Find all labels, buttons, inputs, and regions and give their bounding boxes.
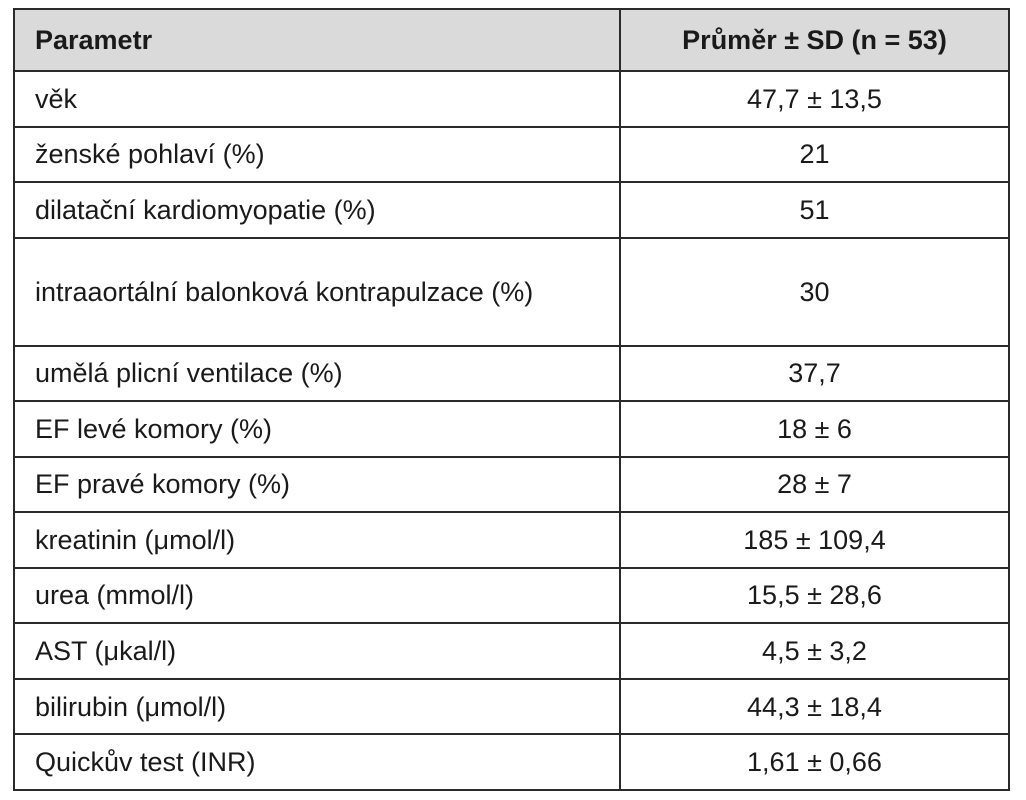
value-cell: 37,7 <box>620 346 1009 402</box>
table-row <box>14 127 1009 183</box>
value-cell: 30 <box>620 238 1009 346</box>
value-cell: 47,7 ± 13,5 <box>620 71 1009 127</box>
table-row <box>14 679 1009 735</box>
value-cell: 28 ± 7 <box>620 457 1009 513</box>
table-row <box>14 457 1009 513</box>
parameter-cell: umělá plicní ventilace (%) <box>14 346 620 402</box>
table-row <box>14 238 1009 346</box>
value-cell: 1,61 ± 0,66 <box>620 734 1009 790</box>
parameter-cell: AST (μkal/l) <box>14 623 620 679</box>
parameter-cell: věk <box>14 71 620 127</box>
table-row <box>14 512 1009 568</box>
parameter-cell: intraaortální balonková kontrapulzace (%) <box>14 238 620 346</box>
table-row <box>14 182 1009 238</box>
table-row <box>14 568 1009 624</box>
table-row <box>14 71 1009 127</box>
parameter-cell: urea (mmol/l) <box>14 568 620 624</box>
parameter-table <box>13 8 1010 791</box>
table-row <box>14 401 1009 457</box>
table-row <box>14 623 1009 679</box>
value-cell: 51 <box>620 182 1009 238</box>
table-row <box>14 734 1009 790</box>
value-cell: 15,5 ± 28,6 <box>620 568 1009 624</box>
value-cell: 18 ± 6 <box>620 401 1009 457</box>
value-cell: 44,3 ± 18,4 <box>620 679 1009 735</box>
header-parameter: Parametr <box>14 9 620 71</box>
header-mean-sd: Průměr ± SD (n = 53) <box>620 9 1009 71</box>
parameter-cell: bilirubin (μmol/l) <box>14 679 620 735</box>
table-row <box>14 346 1009 402</box>
value-cell: 21 <box>620 127 1009 183</box>
parameter-cell: Quickův test (INR) <box>14 734 620 790</box>
value-cell: 4,5 ± 3,2 <box>620 623 1009 679</box>
parameter-table-container <box>13 8 1008 791</box>
parameter-cell: dilatační kardiomyopatie (%) <box>14 182 620 238</box>
parameter-cell: kreatinin (μmol/l) <box>14 512 620 568</box>
value-cell: 185 ± 109,4 <box>620 512 1009 568</box>
table-header-row <box>14 9 1009 71</box>
parameter-cell: EF pravé komory (%) <box>14 457 620 513</box>
parameter-cell: ženské pohlaví (%) <box>14 127 620 183</box>
parameter-cell: EF levé komory (%) <box>14 401 620 457</box>
